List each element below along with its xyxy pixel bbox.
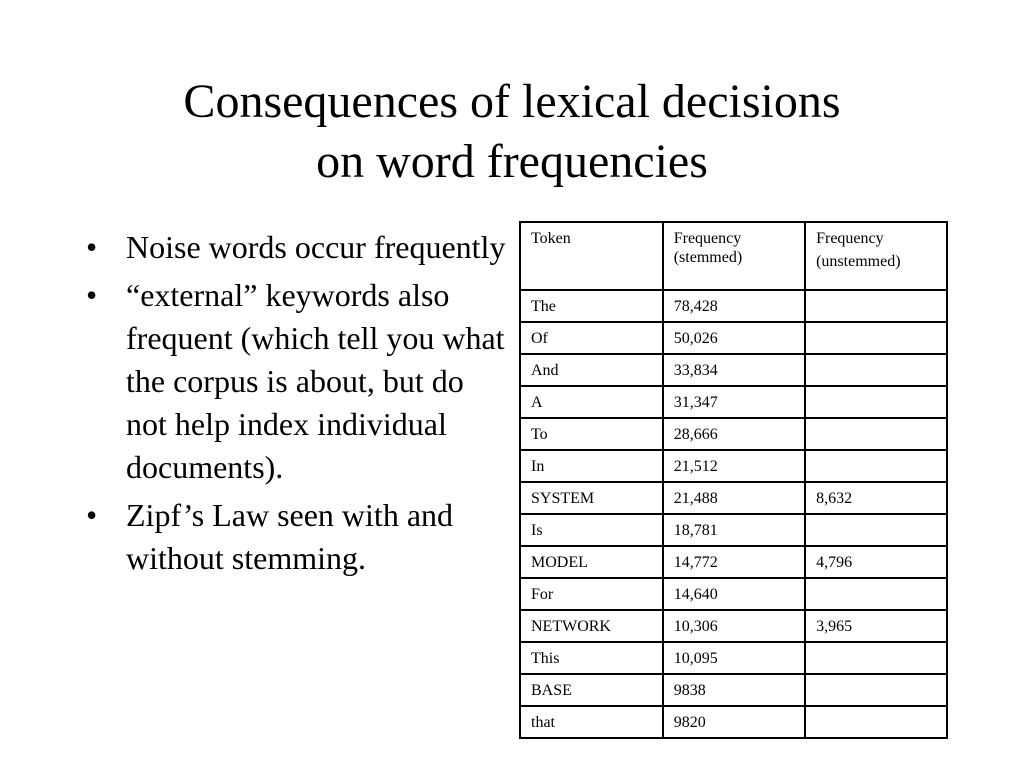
cell-frequency-stemmed: 28,666 (663, 418, 805, 450)
table-row (520, 514, 947, 546)
cell-frequency-stemmed: 33,834 (663, 354, 805, 386)
cell-frequency-stemmed: 10,306 (663, 610, 805, 642)
cell-token: And (520, 354, 663, 386)
cell-token: In (520, 450, 663, 482)
cell-frequency-unstemmed (805, 674, 947, 706)
table-row (520, 706, 947, 738)
frequency-table (519, 221, 948, 739)
cell-frequency-stemmed: 14,772 (663, 546, 805, 578)
slide-title (0, 72, 1024, 192)
table-row (520, 354, 947, 386)
cell-frequency-stemmed: 50,026 (663, 322, 805, 354)
cell-token: To (520, 418, 663, 450)
slide-title-line-1: Consequences of lexical decisions (183, 75, 841, 128)
header-token (520, 222, 663, 290)
table-row (520, 482, 947, 514)
header-stemmed-line-2: (stemmed) (673, 249, 743, 266)
header-frequency-unstemmed (805, 222, 947, 290)
cell-token: Of (520, 322, 663, 354)
table-row (520, 290, 947, 322)
bullet-list (86, 226, 506, 585)
cell-frequency-unstemmed (805, 578, 947, 610)
cell-token: A (520, 386, 663, 418)
cell-token: Is (520, 514, 663, 546)
cell-frequency-unstemmed: 3,965 (805, 610, 947, 642)
cell-frequency-unstemmed (805, 706, 947, 738)
cell-frequency-stemmed: 9838 (663, 674, 805, 706)
table-row (520, 418, 947, 450)
cell-frequency-unstemmed (805, 450, 947, 482)
table-row (520, 322, 947, 354)
cell-frequency-stemmed: 18,781 (663, 514, 805, 546)
cell-token: that (520, 706, 663, 738)
cell-token: NETWORK (520, 610, 663, 642)
table-row (520, 450, 947, 482)
bullet-text: “external” keywords also frequent (which tell you what the corpus is about, but do not help index individual documents). (126, 277, 505, 485)
cell-token: For (520, 578, 663, 610)
cell-frequency-stemmed: 78,428 (663, 290, 805, 322)
header-token-label: Token (531, 230, 571, 247)
cell-token: BASE (520, 674, 663, 706)
table-row (520, 386, 947, 418)
cell-frequency-stemmed: 9820 (663, 706, 805, 738)
table-row (520, 610, 947, 642)
cell-frequency-stemmed: 14,640 (663, 578, 805, 610)
table-row (520, 674, 947, 706)
cell-frequency-unstemmed (805, 514, 947, 546)
cell-frequency-unstemmed (805, 386, 947, 418)
table-row (520, 642, 947, 674)
header-stemmed-line-1: Frequency (673, 230, 742, 247)
cell-frequency-unstemmed: 4,796 (805, 546, 947, 578)
cell-token: The (520, 290, 663, 322)
bullet-item (86, 494, 506, 580)
cell-frequency-unstemmed: 8,632 (805, 482, 947, 514)
bullet-item (86, 226, 506, 269)
bullet-text: Noise words occur frequently (126, 229, 506, 265)
cell-frequency-stemmed: 21,488 (663, 482, 805, 514)
bullet-dot-icon: • (86, 277, 98, 313)
cell-frequency-unstemmed (805, 642, 947, 674)
cell-frequency-unstemmed (805, 354, 947, 386)
table-row (520, 578, 947, 610)
bullet-item (86, 274, 506, 489)
header-unstemmed-line-2: (unstemmed) (816, 253, 901, 270)
header-unstemmed-line-1: Frequency (816, 230, 884, 247)
cell-frequency-unstemmed (805, 418, 947, 450)
cell-frequency-stemmed: 10,095 (663, 642, 805, 674)
cell-token: This (520, 642, 663, 674)
cell-frequency-stemmed: 31,347 (663, 386, 805, 418)
cell-token: MODEL (520, 546, 663, 578)
cell-token: SYSTEM (520, 482, 663, 514)
cell-frequency-stemmed: 21,512 (663, 450, 805, 482)
cell-frequency-unstemmed (805, 322, 947, 354)
bullet-text: Zipf’s Law seen with and without stemming. (126, 497, 454, 576)
header-frequency-stemmed (663, 222, 805, 290)
slide-title-line-2: on word frequencies (316, 135, 708, 188)
bullet-dot-icon: • (86, 229, 98, 265)
table-header-row (520, 222, 947, 290)
cell-frequency-unstemmed (805, 290, 947, 322)
bullet-dot-icon: • (86, 497, 98, 533)
table-row (520, 546, 947, 578)
